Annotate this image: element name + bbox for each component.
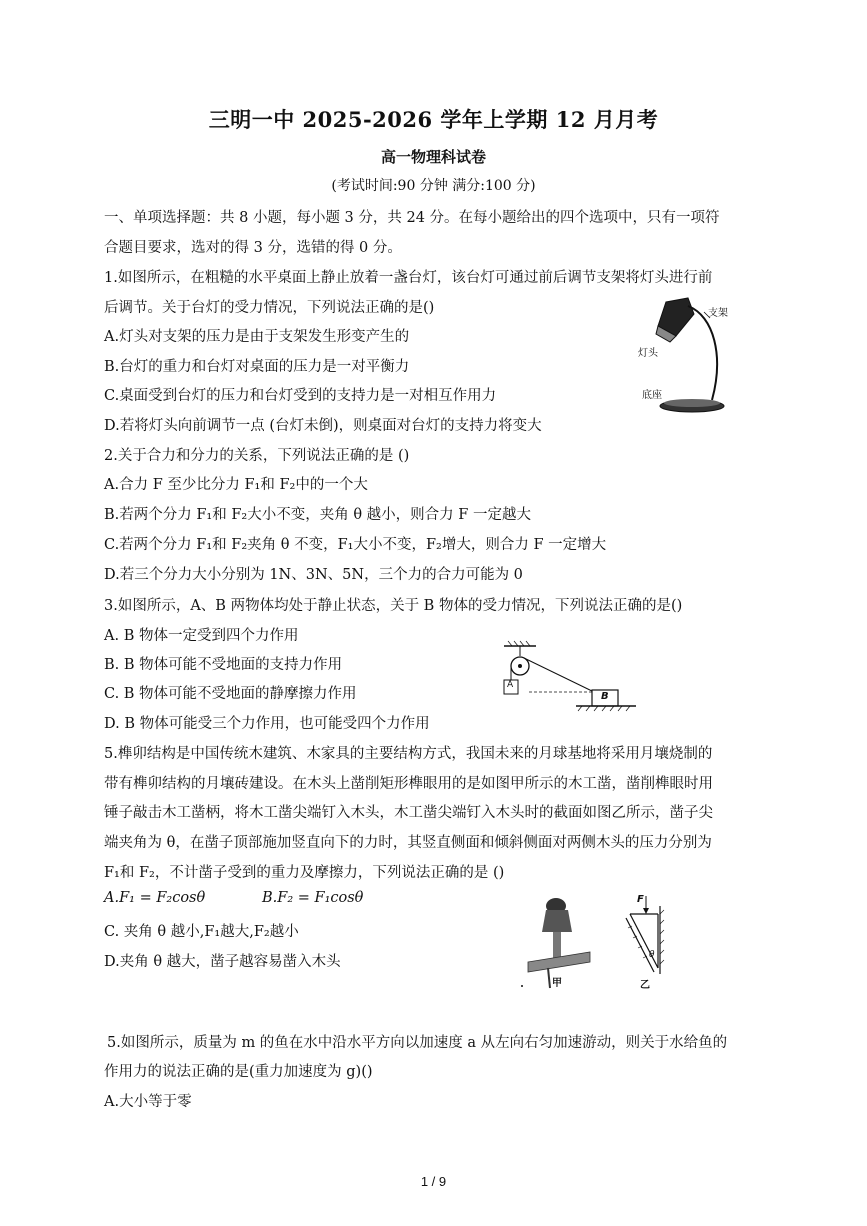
force-f-label: F — [637, 894, 644, 905]
chisel-photo-figure — [520, 892, 594, 990]
pulley-figure — [500, 640, 640, 716]
q5a-stem-line-4: 端夹角为 θ，在凿子顶部施加竖直向下的力时，其竖直侧面和倾斜侧面对两侧木头的压力分别为 — [104, 835, 712, 851]
block-b-label: B — [601, 691, 609, 702]
q2-option-d: D.若三个分力大小分别为 1N、3N、5N，三个力的合力可能为 0 — [104, 567, 523, 583]
q2-option-b: B.若两个分力 F₁和 F₂大小不变，夹角 θ 越小，则合力 F 一定越大 — [104, 507, 531, 523]
q3-option-b: B. B 物体可能不受地面的支持力作用 — [104, 657, 343, 673]
chisel-section-figure — [618, 892, 678, 990]
figure-yi-label: 乙 — [640, 980, 650, 991]
figure-jia-label: 甲 — [552, 978, 562, 989]
exam-subtitle: 高一物理科试卷 — [380, 148, 486, 166]
lamp-figure — [636, 296, 746, 420]
pulley-drawing — [500, 640, 640, 716]
q5a-stem-line-3: 锤子敲击木工凿柄，将木工凿尖端钉入木头，木工凿尖端钉入木头时的截面如图乙所示，凿子尖 — [104, 805, 713, 821]
exam-info: (考试时间:90 分钟 满分:100 分) — [331, 178, 536, 194]
q1-option-c: C.桌面受到台灯的压力和台灯受到的支持力是一对相互作用力 — [104, 388, 497, 404]
section-intro-line-2: 合题目要求，选对的得 3 分，选错的得 0 分。 — [104, 240, 402, 256]
section-intro-line-1: 一、单项选择题：共 8 小题，每小题 3 分，共 24 分。在每小题给出的四个选项中，只有一项符 — [104, 210, 720, 226]
q5b-stem-line-1: 5.如图所示，质量为 m 的鱼在水中沿水平方向以加速度 a 从左向右匀加速游动，则关于水给鱼的 — [107, 1035, 728, 1051]
q5a-option-a: A.F₁ = F₂cosθ — [104, 890, 206, 906]
q5a-stem-line-2: 带有榫卯结构的月壤砖建设。在木头上凿削矩形榫眼用的是如图甲所示的木工凿，凿削榫眼时用 — [104, 776, 713, 792]
q5a-stem-line-5: F₁和 F₂，不计凿子受到的重力及摩擦力，下列说法正确的是 () — [104, 865, 505, 881]
q1-option-a: A.灯头对支架的压力是由于支架发生形变产生的 — [104, 329, 410, 345]
lamp-head-label: 灯头 — [638, 348, 658, 359]
q2-stem: 2.关于合力和分力的关系，下列说法正确的是 () — [104, 448, 410, 464]
q3-option-c: C. B 物体可能不受地面的静摩擦力作用 — [104, 686, 357, 702]
q5a-option-c: C. 夹角 θ 越小,F₁越大,F₂越小 — [104, 924, 299, 940]
angle-theta-label: θ — [649, 950, 655, 960]
lamp-bracket-label: 支架 — [708, 308, 728, 319]
q5b-stem-line-2: 作用力的说法正确的是(重力加速度为 g)() — [104, 1064, 373, 1080]
q1-stem-line-1: 1.如图所示，在粗糙的水平桌面上静止放着一盏台灯，该台灯可通过前后调节支架将灯头进行前 — [104, 270, 713, 286]
lamp-base-label: 底座 — [642, 390, 662, 401]
q5a-option-b: B.F₂ = F₁cosθ — [262, 890, 364, 906]
block-a-label: A — [507, 680, 514, 690]
q5a-stem-line-1: 5.榫卯结构是中国传统木建筑、木家具的主要结构方式，我国未来的月球基地将采用月壤烧制的 — [104, 746, 713, 762]
q5b-option-a: A.大小等于零 — [104, 1094, 192, 1110]
q3-option-d: D. B 物体可能受三个力作用，也可能受四个力作用 — [104, 716, 430, 732]
exam-title: 三明一中 2025-2026 学年上学期 12 月月考 — [208, 107, 659, 132]
q3-option-a: A. B 物体一定受到四个力作用 — [104, 628, 299, 644]
q5a-option-d: D.夹角 θ 越大，凿子越容易凿入木头 — [104, 954, 341, 970]
q1-option-b: B.台灯的重力和台灯对桌面的压力是一对平衡力 — [104, 359, 410, 375]
q1-stem-line-2: 后调节。关于台灯的受力情况，下列说法正确的是() — [104, 300, 435, 316]
q2-option-c: C.若两个分力 F₁和 F₂夹角 θ 不变，F₁大小不变，F₂增大，则合力 F 一定增大 — [104, 537, 607, 553]
page-number: 1 / 9 — [420, 1174, 447, 1189]
q1-option-d: D.若将灯头向前调节一点 (台灯未倒)，则桌面对台灯的支持力将变大 — [104, 418, 542, 434]
q2-option-a: A.合力 F 至少比分力 F₁和 F₂中的一个大 — [104, 477, 368, 493]
q3-stem: 3.如图所示，A、B 两物体均处于静止状态，关于 B 物体的受力情况，下列说法正确的是() — [104, 598, 683, 614]
